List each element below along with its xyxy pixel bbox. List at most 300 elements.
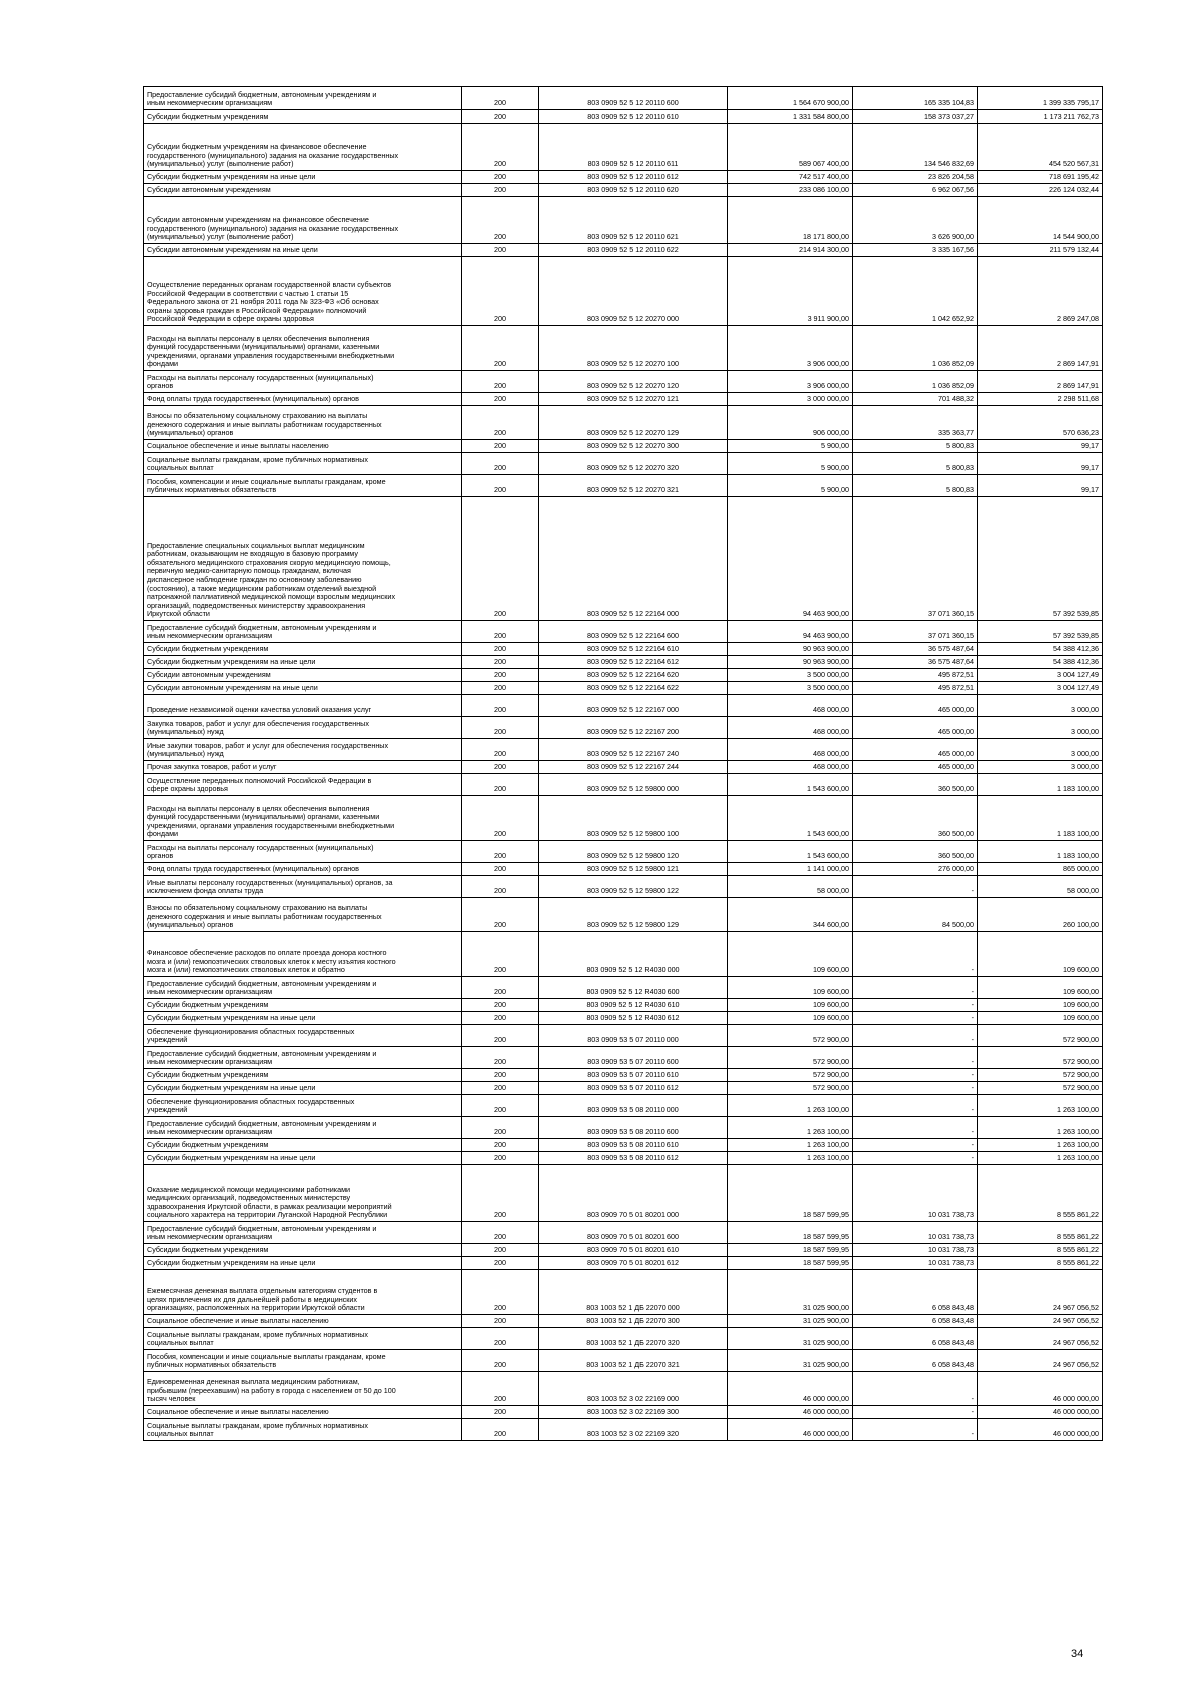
row-remaining-cell: 8 555 861,22 — [978, 1244, 1103, 1257]
row-code-cell: 200 — [462, 761, 539, 774]
row-remaining-cell: 24 967 056,52 — [978, 1315, 1103, 1328]
table-row — [144, 1165, 1103, 1222]
row-name-cell: Обеспечение функционирования областных государственных учреждений — [144, 1095, 462, 1117]
row-name-cell: Иные выплаты персоналу государственных (муниципальных) органов, за исключением фонда оплаты труда — [144, 876, 462, 898]
row-name-cell: Прочая закупка товаров, работ и услуг — [144, 761, 462, 774]
row-assigned-cell: 572 900,00 — [728, 1082, 853, 1095]
row-assigned-cell: 233 086 100,00 — [728, 184, 853, 197]
row-kbk-cell: 803 0909 52 5 12 22164 612 — [539, 656, 728, 669]
row-assigned-cell: 58 000,00 — [728, 876, 853, 898]
row-executed-cell: 165 335 104,83 — [853, 87, 978, 110]
row-code-cell: 200 — [462, 110, 539, 124]
row-remaining-cell: 718 691 195,42 — [978, 171, 1103, 184]
row-executed-cell: - — [853, 932, 978, 977]
row-name-cell: Оказание медицинской помощи медицинскими работниками медицинских организаций, подведомственных министерству здравоохранения Иркутской области, в рамках реализации мероприятий социального характера на территории Луганской Народной Республики — [144, 1165, 462, 1222]
row-name-cell: Субсидии бюджетным учреждениям на иные цели — [144, 656, 462, 669]
row-kbk-cell: 803 0909 52 5 12 R4030 600 — [539, 977, 728, 999]
row-assigned-cell: 3 911 900,00 — [728, 257, 853, 326]
table-row — [144, 898, 1103, 932]
row-name-cell: Субсидии автономным учреждениям — [144, 184, 462, 197]
row-executed-cell: 10 031 738,73 — [853, 1257, 978, 1270]
table-row — [144, 774, 1103, 796]
row-remaining-cell: 572 900,00 — [978, 1082, 1103, 1095]
row-name-cell: Единовременная денежная выплата медицинским работникам, прибывшим (переехавшим) на работу в города с населением от 50 до 100 тысяч человек — [144, 1372, 462, 1406]
row-code-cell: 200 — [462, 1244, 539, 1257]
row-assigned-cell: 742 517 400,00 — [728, 171, 853, 184]
row-name-cell: Социальное обеспечение и иные выплаты населению — [144, 1315, 462, 1328]
row-executed-cell: 495 872,51 — [853, 669, 978, 682]
row-executed-cell: 37 071 360,15 — [853, 497, 978, 621]
row-name-cell: Пособия, компенсации и иные социальные выплаты гражданам, кроме публичных нормативных обязательств — [144, 1350, 462, 1372]
row-remaining-cell: 3 004 127,49 — [978, 669, 1103, 682]
table-row — [144, 1328, 1103, 1350]
row-executed-cell: - — [853, 999, 978, 1012]
row-code-cell: 200 — [462, 796, 539, 841]
row-remaining-cell: 99,17 — [978, 440, 1103, 453]
row-name-cell: Проведение независимой оценки качества условий оказания услуг — [144, 695, 462, 717]
row-name-cell: Субсидии автономным учреждениям на иные цели — [144, 244, 462, 257]
row-remaining-cell: 3 000,00 — [978, 717, 1103, 739]
row-assigned-cell: 3 906 000,00 — [728, 371, 853, 393]
row-remaining-cell: 24 967 056,52 — [978, 1350, 1103, 1372]
table-row — [144, 497, 1103, 621]
row-executed-cell: 6 058 843,48 — [853, 1328, 978, 1350]
table-row — [144, 1025, 1103, 1047]
row-executed-cell: 360 500,00 — [853, 774, 978, 796]
row-remaining-cell: 1 173 211 762,73 — [978, 110, 1103, 124]
row-executed-cell: 10 031 738,73 — [853, 1222, 978, 1244]
row-assigned-cell: 5 900,00 — [728, 440, 853, 453]
row-kbk-cell: 803 0909 52 5 12 20110 612 — [539, 171, 728, 184]
row-executed-cell: - — [853, 1419, 978, 1441]
budget-execution-table — [143, 86, 1103, 1441]
row-kbk-cell: 803 0909 53 5 07 20110 612 — [539, 1082, 728, 1095]
row-name-cell: Субсидии бюджетным учреждениям на иные цели — [144, 1012, 462, 1025]
row-assigned-cell: 18 587 599,95 — [728, 1257, 853, 1270]
row-code-cell: 200 — [462, 977, 539, 999]
row-name-cell: Иные закупки товаров, работ и услуг для обеспечения государственных (муниципальных) нужд — [144, 739, 462, 761]
row-assigned-cell: 1 263 100,00 — [728, 1117, 853, 1139]
row-executed-cell: 23 826 204,58 — [853, 171, 978, 184]
row-executed-cell: 5 800,83 — [853, 453, 978, 475]
row-code-cell: 200 — [462, 999, 539, 1012]
row-name-cell: Социальные выплаты гражданам, кроме публичных нормативных социальных выплат — [144, 1419, 462, 1441]
row-remaining-cell: 109 600,00 — [978, 999, 1103, 1012]
row-remaining-cell: 2 869 147,91 — [978, 326, 1103, 371]
row-kbk-cell: 803 0909 70 5 01 80201 000 — [539, 1165, 728, 1222]
row-assigned-cell: 46 000 000,00 — [728, 1419, 853, 1441]
table-row — [144, 1419, 1103, 1441]
row-executed-cell: 335 363,77 — [853, 406, 978, 440]
table-row — [144, 124, 1103, 171]
table-row — [144, 669, 1103, 682]
row-assigned-cell: 468 000,00 — [728, 695, 853, 717]
row-code-cell: 200 — [462, 1012, 539, 1025]
row-assigned-cell: 109 600,00 — [728, 977, 853, 999]
row-code-cell: 200 — [462, 656, 539, 669]
row-code-cell: 200 — [462, 497, 539, 621]
table-row — [144, 1270, 1103, 1315]
row-executed-cell: - — [853, 1047, 978, 1069]
row-remaining-cell: 8 555 861,22 — [978, 1165, 1103, 1222]
row-assigned-cell: 31 025 900,00 — [728, 1315, 853, 1328]
row-assigned-cell: 46 000 000,00 — [728, 1406, 853, 1419]
row-name-cell: Субсидии автономным учреждениям на иные цели — [144, 682, 462, 695]
row-executed-cell: 276 000,00 — [853, 863, 978, 876]
row-executed-cell: 1 036 852,09 — [853, 326, 978, 371]
row-name-cell: Расходы на выплаты персоналу государственных (муниципальных) органов — [144, 841, 462, 863]
table-row — [144, 1222, 1103, 1244]
row-assigned-cell: 94 463 900,00 — [728, 621, 853, 643]
row-assigned-cell: 572 900,00 — [728, 1025, 853, 1047]
row-remaining-cell: 24 967 056,52 — [978, 1328, 1103, 1350]
table-row — [144, 1012, 1103, 1025]
row-code-cell: 200 — [462, 739, 539, 761]
table-row — [144, 1117, 1103, 1139]
row-code-cell: 200 — [462, 841, 539, 863]
row-remaining-cell: 454 520 567,31 — [978, 124, 1103, 171]
row-executed-cell: - — [853, 1012, 978, 1025]
row-executed-cell: 3 335 167,56 — [853, 244, 978, 257]
row-assigned-cell: 90 963 900,00 — [728, 656, 853, 669]
row-executed-cell: 10 031 738,73 — [853, 1244, 978, 1257]
row-kbk-cell: 803 0909 52 5 12 59800 000 — [539, 774, 728, 796]
row-kbk-cell: 803 1003 52 3 02 22169 320 — [539, 1419, 728, 1441]
row-code-cell: 200 — [462, 932, 539, 977]
row-kbk-cell: 803 0909 52 5 12 22167 000 — [539, 695, 728, 717]
row-assigned-cell: 31 025 900,00 — [728, 1328, 853, 1350]
row-assigned-cell: 468 000,00 — [728, 717, 853, 739]
row-remaining-cell: 54 388 412,36 — [978, 643, 1103, 656]
row-executed-cell: 36 575 487,64 — [853, 656, 978, 669]
row-name-cell: Субсидии бюджетным учреждениям — [144, 1244, 462, 1257]
row-executed-cell: - — [853, 1117, 978, 1139]
row-kbk-cell: 803 0909 52 5 12 22164 600 — [539, 621, 728, 643]
row-executed-cell: - — [853, 1025, 978, 1047]
row-kbk-cell: 803 0909 52 5 12 20270 129 — [539, 406, 728, 440]
row-name-cell: Предоставление субсидий бюджетным, автономным учреждениям и иным некоммерческим организациям — [144, 1117, 462, 1139]
table-row — [144, 1095, 1103, 1117]
row-code-cell: 200 — [462, 1165, 539, 1222]
table-row — [144, 841, 1103, 863]
row-remaining-cell: 1 263 100,00 — [978, 1152, 1103, 1165]
row-kbk-cell: 803 0909 52 5 12 20110 610 — [539, 110, 728, 124]
row-assigned-cell: 572 900,00 — [728, 1047, 853, 1069]
row-kbk-cell: 803 0909 52 5 12 20110 622 — [539, 244, 728, 257]
row-name-cell: Социальное обеспечение и иные выплаты населению — [144, 1406, 462, 1419]
row-kbk-cell: 803 1003 52 1 ДБ 22070 320 — [539, 1328, 728, 1350]
row-executed-cell: - — [853, 876, 978, 898]
row-executed-cell: 5 800,83 — [853, 475, 978, 497]
row-assigned-cell: 572 900,00 — [728, 1069, 853, 1082]
row-code-cell: 200 — [462, 1270, 539, 1315]
row-executed-cell: 6 962 067,56 — [853, 184, 978, 197]
row-remaining-cell: 99,17 — [978, 453, 1103, 475]
row-assigned-cell: 46 000 000,00 — [728, 1372, 853, 1406]
row-assigned-cell: 906 000,00 — [728, 406, 853, 440]
row-remaining-cell: 46 000 000,00 — [978, 1419, 1103, 1441]
row-code-cell: 200 — [462, 1350, 539, 1372]
table-row — [144, 796, 1103, 841]
row-name-cell: Взносы по обязательному социальному страхованию на выплаты денежного содержания и иные выплаты работникам государственных (муниципальных) органов — [144, 406, 462, 440]
table-row — [144, 1082, 1103, 1095]
row-code-cell: 200 — [462, 774, 539, 796]
row-kbk-cell: 803 0909 52 5 12 20110 620 — [539, 184, 728, 197]
row-code-cell: 200 — [462, 406, 539, 440]
row-executed-cell: 465 000,00 — [853, 717, 978, 739]
row-remaining-cell: 54 388 412,36 — [978, 656, 1103, 669]
row-remaining-cell: 1 183 100,00 — [978, 796, 1103, 841]
row-kbk-cell: 803 0909 52 5 12 20270 300 — [539, 440, 728, 453]
row-code-cell: 200 — [462, 1025, 539, 1047]
row-assigned-cell: 1 263 100,00 — [728, 1139, 853, 1152]
row-code-cell: 200 — [462, 197, 539, 244]
row-code-cell: 200 — [462, 682, 539, 695]
row-code-cell: 200 — [462, 1152, 539, 1165]
row-assigned-cell: 18 587 599,95 — [728, 1165, 853, 1222]
table-row — [144, 184, 1103, 197]
row-code-cell: 200 — [462, 621, 539, 643]
table-row — [144, 1139, 1103, 1152]
row-assigned-cell: 94 463 900,00 — [728, 497, 853, 621]
row-name-cell: Субсидии бюджетным учреждениям — [144, 1139, 462, 1152]
row-executed-cell: 1 042 652,92 — [853, 257, 978, 326]
row-kbk-cell: 803 0909 53 5 07 20110 600 — [539, 1047, 728, 1069]
row-assigned-cell: 5 900,00 — [728, 475, 853, 497]
row-executed-cell: 6 058 843,48 — [853, 1270, 978, 1315]
row-code-cell: 200 — [462, 876, 539, 898]
table-row — [144, 453, 1103, 475]
row-kbk-cell: 803 0909 52 5 12 22164 620 — [539, 669, 728, 682]
row-executed-cell: 465 000,00 — [853, 739, 978, 761]
row-remaining-cell: 8 555 861,22 — [978, 1222, 1103, 1244]
row-name-cell: Ежемесячная денежная выплата отдельным категориям студентов в целях привлечения их для дальнейшей работы в медицинских организациях, расположенных на территории Иркутской области — [144, 1270, 462, 1315]
row-assigned-cell: 3 500 000,00 — [728, 669, 853, 682]
row-executed-cell: 37 071 360,15 — [853, 621, 978, 643]
row-remaining-cell: 2 298 511,68 — [978, 393, 1103, 406]
row-code-cell: 200 — [462, 1372, 539, 1406]
row-assigned-cell: 344 600,00 — [728, 898, 853, 932]
row-assigned-cell: 589 067 400,00 — [728, 124, 853, 171]
row-name-cell: Субсидии автономным учреждениям на финансовое обеспечение государственного (муниципального) задания на оказание государственных (муниципальных) услуг (выполнение работ) — [144, 197, 462, 244]
row-name-cell: Субсидии бюджетным учреждениям на иные цели — [144, 1152, 462, 1165]
row-assigned-cell: 1 564 670 900,00 — [728, 87, 853, 110]
row-remaining-cell: 2 869 147,91 — [978, 371, 1103, 393]
row-name-cell: Предоставление субсидий бюджетным, автономным учреждениям и иным некоммерческим организациям — [144, 1222, 462, 1244]
row-executed-cell: - — [853, 1082, 978, 1095]
page-number: 34 — [1071, 1648, 1084, 1660]
table-row — [144, 87, 1103, 110]
row-kbk-cell: 803 0909 52 5 12 20270 000 — [539, 257, 728, 326]
row-code-cell: 200 — [462, 863, 539, 876]
row-name-cell: Пособия, компенсации и иные социальные выплаты гражданам, кроме публичных нормативных обязательств — [144, 475, 462, 497]
row-remaining-cell: 1 263 100,00 — [978, 1139, 1103, 1152]
row-assigned-cell: 109 600,00 — [728, 932, 853, 977]
row-executed-cell: 360 500,00 — [853, 841, 978, 863]
row-code-cell: 200 — [462, 1257, 539, 1270]
table-row — [144, 656, 1103, 669]
table-row — [144, 110, 1103, 124]
row-code-cell: 200 — [462, 124, 539, 171]
row-name-cell: Субсидии бюджетным учреждениям — [144, 1069, 462, 1082]
row-code-cell: 200 — [462, 1047, 539, 1069]
row-executed-cell: 3 626 900,00 — [853, 197, 978, 244]
row-name-cell: Обеспечение функционирования областных государственных учреждений — [144, 1025, 462, 1047]
row-executed-cell: 6 058 843,48 — [853, 1350, 978, 1372]
row-executed-cell: - — [853, 1069, 978, 1082]
row-remaining-cell: 3 004 127,49 — [978, 682, 1103, 695]
row-kbk-cell: 803 1003 52 1 ДБ 22070 000 — [539, 1270, 728, 1315]
row-remaining-cell: 2 869 247,08 — [978, 257, 1103, 326]
table-row — [144, 761, 1103, 774]
row-code-cell: 200 — [462, 257, 539, 326]
row-remaining-cell: 570 636,23 — [978, 406, 1103, 440]
row-kbk-cell: 803 0909 52 5 12 22167 240 — [539, 739, 728, 761]
table-row — [144, 440, 1103, 453]
row-kbk-cell: 803 0909 52 5 12 20110 621 — [539, 197, 728, 244]
row-kbk-cell: 803 0909 52 5 12 22167 200 — [539, 717, 728, 739]
row-assigned-cell: 1 543 600,00 — [728, 841, 853, 863]
row-kbk-cell: 803 0909 53 5 08 20110 600 — [539, 1117, 728, 1139]
row-kbk-cell: 803 0909 52 5 12 22167 244 — [539, 761, 728, 774]
row-assigned-cell: 109 600,00 — [728, 999, 853, 1012]
row-remaining-cell: 109 600,00 — [978, 977, 1103, 999]
row-code-cell: 200 — [462, 184, 539, 197]
row-name-cell: Взносы по обязательному социальному страхованию на выплаты денежного содержания и иные выплаты работникам государственных (муниципальных) органов — [144, 898, 462, 932]
row-kbk-cell: 803 0909 53 5 08 20110 000 — [539, 1095, 728, 1117]
row-name-cell: Субсидии бюджетным учреждениям — [144, 643, 462, 656]
row-code-cell: 200 — [462, 1139, 539, 1152]
row-kbk-cell: 803 0909 52 5 12 R4030 610 — [539, 999, 728, 1012]
table-row — [144, 621, 1103, 643]
row-code-cell: 200 — [462, 453, 539, 475]
table-row — [144, 371, 1103, 393]
row-remaining-cell: 46 000 000,00 — [978, 1406, 1103, 1419]
row-code-cell: 200 — [462, 717, 539, 739]
row-name-cell: Предоставление субсидий бюджетным, автономным учреждениям и иным некоммерческим организациям — [144, 621, 462, 643]
row-code-cell: 200 — [462, 371, 539, 393]
row-executed-cell: 6 058 843,48 — [853, 1315, 978, 1328]
row-executed-cell: 5 800,83 — [853, 440, 978, 453]
row-kbk-cell: 803 0909 53 5 07 20110 000 — [539, 1025, 728, 1047]
row-kbk-cell: 803 0909 52 5 12 22164 000 — [539, 497, 728, 621]
row-kbk-cell: 803 0909 53 5 07 20110 610 — [539, 1069, 728, 1082]
table-row — [144, 244, 1103, 257]
row-name-cell: Фонд оплаты труда государственных (муниципальных) органов — [144, 863, 462, 876]
row-name-cell: Предоставление субсидий бюджетным, автономным учреждениям и иным некоммерческим организациям — [144, 1047, 462, 1069]
row-assigned-cell: 31 025 900,00 — [728, 1270, 853, 1315]
row-name-cell: Субсидии бюджетным учреждениям на иные цели — [144, 1257, 462, 1270]
row-remaining-cell: 109 600,00 — [978, 1012, 1103, 1025]
row-assigned-cell: 90 963 900,00 — [728, 643, 853, 656]
row-kbk-cell: 803 0909 70 5 01 80201 612 — [539, 1257, 728, 1270]
row-executed-cell: 360 500,00 — [853, 796, 978, 841]
row-remaining-cell: 260 100,00 — [978, 898, 1103, 932]
row-assigned-cell: 18 171 800,00 — [728, 197, 853, 244]
row-remaining-cell: 58 000,00 — [978, 876, 1103, 898]
table-row — [144, 1244, 1103, 1257]
table-row — [144, 1047, 1103, 1069]
row-assigned-cell: 1 543 600,00 — [728, 774, 853, 796]
row-assigned-cell: 1 263 100,00 — [728, 1152, 853, 1165]
table-row — [144, 932, 1103, 977]
row-kbk-cell: 803 0909 52 5 12 20270 120 — [539, 371, 728, 393]
row-kbk-cell: 803 1003 52 3 02 22169 300 — [539, 1406, 728, 1419]
table-row — [144, 475, 1103, 497]
row-name-cell: Финансовое обеспечение расходов по оплате проезда донора костного мозга и (или) гемопоэтических стволовых клеток к месту изъятия костного мозга и (или) гемопоэтических стволовых клеток и обратно — [144, 932, 462, 977]
row-executed-cell: 158 373 037,27 — [853, 110, 978, 124]
row-name-cell: Осуществление переданных полномочий Российской Федерации в сфере охраны здоровья — [144, 774, 462, 796]
row-remaining-cell: 14 544 900,00 — [978, 197, 1103, 244]
row-kbk-cell: 803 0909 52 5 12 20270 320 — [539, 453, 728, 475]
row-kbk-cell: 803 0909 52 5 12 20270 321 — [539, 475, 728, 497]
row-kbk-cell: 803 0909 52 5 12 59800 122 — [539, 876, 728, 898]
row-executed-cell: - — [853, 1372, 978, 1406]
table-row — [144, 1406, 1103, 1419]
row-name-cell: Субсидии бюджетным учреждениям — [144, 110, 462, 124]
row-code-cell: 200 — [462, 1328, 539, 1350]
row-name-cell: Закупка товаров, работ и услуг для обеспечения государственных (муниципальных) нужд — [144, 717, 462, 739]
row-executed-cell: 495 872,51 — [853, 682, 978, 695]
row-kbk-cell: 803 0909 70 5 01 80201 600 — [539, 1222, 728, 1244]
row-name-cell: Расходы на выплаты персоналу в целях обеспечения выполнения функций государственными (муниципальными) органами, казенными учреждениями, органами управления государственными внебюджетными фондами — [144, 326, 462, 371]
row-name-cell: Социальные выплаты гражданам, кроме публичных нормативных социальных выплат — [144, 1328, 462, 1350]
row-executed-cell: 701 488,32 — [853, 393, 978, 406]
row-name-cell: Расходы на выплаты персоналу государственных (муниципальных) органов — [144, 371, 462, 393]
row-remaining-cell: 1 399 335 795,17 — [978, 87, 1103, 110]
row-code-cell: 200 — [462, 1117, 539, 1139]
row-executed-cell: 10 031 738,73 — [853, 1165, 978, 1222]
row-remaining-cell: 226 124 032,44 — [978, 184, 1103, 197]
row-executed-cell: 134 546 832,69 — [853, 124, 978, 171]
row-assigned-cell: 3 500 000,00 — [728, 682, 853, 695]
row-remaining-cell: 24 967 056,52 — [978, 1270, 1103, 1315]
table-row — [144, 1152, 1103, 1165]
row-assigned-cell: 18 587 599,95 — [728, 1222, 853, 1244]
row-kbk-cell: 803 0909 52 5 12 20270 100 — [539, 326, 728, 371]
row-name-cell: Предоставление субсидий бюджетным, автономным учреждениям и иным некоммерческим организациям — [144, 977, 462, 999]
row-remaining-cell: 3 000,00 — [978, 695, 1103, 717]
table-row — [144, 717, 1103, 739]
row-executed-cell: 84 500,00 — [853, 898, 978, 932]
row-code-cell: 200 — [462, 669, 539, 682]
row-assigned-cell: 1 263 100,00 — [728, 1095, 853, 1117]
row-remaining-cell: 1 183 100,00 — [978, 841, 1103, 863]
row-remaining-cell: 109 600,00 — [978, 932, 1103, 977]
row-remaining-cell: 572 900,00 — [978, 1047, 1103, 1069]
row-kbk-cell: 803 0909 52 5 12 22164 610 — [539, 643, 728, 656]
row-code-cell: 200 — [462, 1406, 539, 1419]
table-row — [144, 1372, 1103, 1406]
table-row — [144, 1315, 1103, 1328]
row-name-cell: Субсидии бюджетным учреждениям на иные цели — [144, 171, 462, 184]
table-row — [144, 863, 1103, 876]
table-row — [144, 406, 1103, 440]
row-code-cell: 200 — [462, 898, 539, 932]
row-name-cell: Социальное обеспечение и иные выплаты населению — [144, 440, 462, 453]
row-code-cell: 200 — [462, 326, 539, 371]
row-kbk-cell: 803 0909 52 5 12 59800 120 — [539, 841, 728, 863]
row-code-cell: 200 — [462, 440, 539, 453]
table-row — [144, 682, 1103, 695]
row-name-cell: Осуществление переданных органам государственной власти субъектов Российской Федерации в соответствии с частью 1 статьи 15 Федерального закона от 21 ноября 2011 года № 323-ФЗ «Об основах охраны здоровья граждан в Российской Федерации» полномочий Российской Федерации в сфере охраны здоровья — [144, 257, 462, 326]
row-code-cell: 200 — [462, 1315, 539, 1328]
row-assigned-cell: 468 000,00 — [728, 739, 853, 761]
row-remaining-cell: 865 000,00 — [978, 863, 1103, 876]
table-row — [144, 326, 1103, 371]
row-assigned-cell: 1 141 000,00 — [728, 863, 853, 876]
row-name-cell: Субсидии бюджетным учреждениям — [144, 999, 462, 1012]
